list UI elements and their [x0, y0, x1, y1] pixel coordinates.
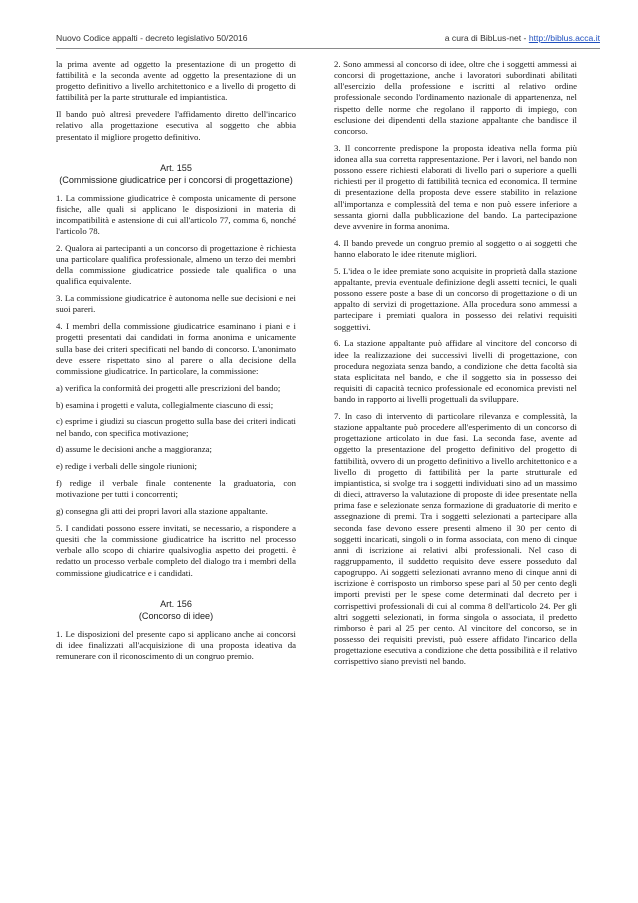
- paragraph: 4. Il bando prevede un congruo premio al soggetto o ai soggetti che hanno elaborato le idee ritenute migliori.: [334, 237, 577, 259]
- list-item: c) esprime i giudizi su ciascun progetto sulla base dei criteri indicati nel bando, con specifica motivazione;: [56, 416, 296, 438]
- paragraph: 4. I membri della commissione giudicatrice esaminano i piani e i progetti presentati dai candidati in forma anonima e unicamente sulla base dei criteri specificati nel bando di concorso. L'anonimato deve essere rispettato sino al parere o alla decisione della commissione giudicatrice. In particolare, la commissione:: [56, 321, 296, 376]
- header-divider: [56, 48, 600, 49]
- list-item: g) consegna gli atti dei propri lavori alla stazione appaltante.: [56, 506, 268, 517]
- article-title: (Commissione giudicatrice per i concorsi di progettazione): [59, 175, 293, 186]
- paragraph: la prima avente ad oggetto la presentazione di un progetto di fattibilità e la seconda avente ad oggetto la presentazione di un progetto definitivo a livello architettonico e a livello di progetto di fattibilità per la parte strutturale ed impiantistica.: [56, 59, 296, 103]
- paragraph: Il bando può altresì prevedere l'affidamento diretto dell'incarico relativo alla progettazione esecutiva al soggetto che abbia presentato il migliore progetto definitivo.: [56, 109, 296, 142]
- list-item: e) redige i verbali delle singole riunioni;: [56, 461, 197, 472]
- document-title: Nuovo Codice appalti - decreto legislativo 50/2016: [56, 33, 248, 43]
- page-header: [56, 33, 600, 47]
- header-credit-text: a cura di BibLus-net -: [444, 33, 529, 43]
- article-title: (Concorso di idee): [138, 611, 214, 622]
- paragraph: 6. La stazione appaltante può affidare al vincitore del concorso di idee la realizzazione dei successivi livelli di progettazione, con procedura negoziata senza bando, a condizione che detta facoltà sia stata esplicitata nel bando, e che il soggetto sia in possesso dei requisiti di capacità tecnico professionale ed economica previsti nel bando in rapporto ai livelli progettuali da sviluppare.: [334, 338, 577, 405]
- paragraph: 7. In caso di intervento di particolare rilevanza e complessità, la stazione appaltante può procedere all'esperimento di un concorso di progettazione articolato in due fasi. La seconda fase, avente ad oggetto la presentazione del progetto definitivo del progetto di fattibilità, ovvero di un progetto definitivo a livello architettonico e a livello di progetto di fattibilità per la parte strutturale ed impiantistica, si svolge tra i soggetti individuati sino ad un massimo di dieci, attraverso la valutazione di proposte di idee presentate nella prima fase e selezionate senza formazione di graduatorie di merito e assegnazione di premi. Tra i soggetti selezionati a partecipare alla seconda fase devono essere presenti almeno il 30 per cento di soggetti incaricati, singoli o in forma associata, con meno di cinque anni di iscrizione ai relativi albi professionali. Nel caso di raggruppamento, il suddetto requisito deve essere posseduto dal capogruppo. Ai soggetti selezionati avranno meno di cinque anni di iscrizione è corrisposto un rimborso spese pari al 50 per cento degli importi previsti per le spese come determinati dal decreto per i corrispettivi professionali di cui al comma 8 dell'articolo 24. Per gli altri soggetti selezionati, in forma singola o associata, il predetto rimborso è pari al 25 per cento. Al vincitore del concorso, se in possesso dei requisiti previsti, può essere affidato l'incarico della progettazione esecutiva a condizione che detta possibilità e il relativo corrispettivo siano previsti nel bando.: [334, 410, 577, 667]
- paragraph: 5. I candidati possono essere invitati, se necessario, a rispondere a quesiti che la commissione giudicatrice ha iscritto nel processo verbale allo scopo di chiarire qualsivoglia aspetto dei progetti. è redatto un processo verbale completo del dialogo tra i membri della commissione giudicatrice e i candidati.: [56, 522, 296, 578]
- list-item: a) verifica la conformità dei progetti alle prescrizioni del bando;: [56, 382, 281, 393]
- paragraph: 3. La commissione giudicatrice è autonoma nelle sue decisioni e nei suoi pareri.: [56, 293, 296, 315]
- left-column: [56, 59, 296, 668]
- header-credit: [445, 33, 600, 43]
- paragraph: 2. Sono ammessi al concorso di idee, oltre che i soggetti ammessi ai concorsi di progettazione, anche i lavoratori subordinati abilitati all'esercizio della professione e iscritti al relativo ordine professionale secondo l'ordinamento nazionale di appartenenza, nel rispetto delle norme che regolano il rapporto di impiego, con esclusione dei dipendenti della stazione appaltante che bandisce il concorso.: [334, 59, 577, 136]
- list-item: b) esamina i progetti e valuta, collegialmente ciascuno di essi;: [56, 399, 274, 410]
- biblus-link[interactable]: http://biblus.acca.it: [528, 33, 600, 43]
- paragraph: 5. L'idea o le idee premiate sono acquisite in proprietà dalla stazione appaltante, previa eventuale definizione degli assetti tecnici, le quali possono essere poste a base di un concorso di progettazione o di un appalto di servizi di progettazione. Alla procedura sono ammessi a partecipare i premiati qualora in possesso dei relativi requisiti soggettivi.: [334, 265, 577, 332]
- article-number: Art. 155: [160, 162, 192, 173]
- article-heading-155: [56, 162, 296, 187]
- list-item: f) redige il verbale finale contenente la graduatoria, con motivazione per tutti i concorrenti;: [56, 478, 296, 500]
- list-item: d) assume le decisioni anche a maggioranza;: [56, 444, 212, 455]
- paragraph: 1. La commissione giudicatrice è composta unicamente di persone fisiche, alle quali si applicano le disposizioni in materia di incompatibilità e astensione di cui all'articolo 77, comma 6, nonché l'articolo 78.: [56, 192, 296, 237]
- article-number: Art. 156: [160, 598, 192, 609]
- right-column: [334, 59, 577, 673]
- paragraph: 1. Le disposizioni del presente capo si applicano anche ai concorsi di idee finalizzati all'acquisizione di una proposta ideativa da remunerare con il riconoscimento di un congruo premio.: [56, 628, 296, 661]
- paragraph: 3. Il concorrente predispone la proposta ideativa nella forma più idonea alla sua corretta rappresentazione. Per i lavori, nel bando non possono essere richiesti elaborati di livello pari o superiore a quelli richiesti per il progetto di fattibilità tecnica ed economica. Il termine di presentazione della proposta deve essere stabilito in relazione all'importanza e complessità del tema e non può essere inferiore a sessanta giorni dalla pubblicazione del bando. La partecipazione deve avvenire in forma anonima.: [334, 142, 577, 231]
- article-heading-156: [56, 598, 296, 623]
- paragraph: 2. Qualora ai partecipanti a un concorso di progettazione è richiesta una particolare qualifica professionale, almeno un terzo dei membri della commissione giudicatrice possiede tale qualifica o una qualifica equivalente.: [56, 242, 296, 287]
